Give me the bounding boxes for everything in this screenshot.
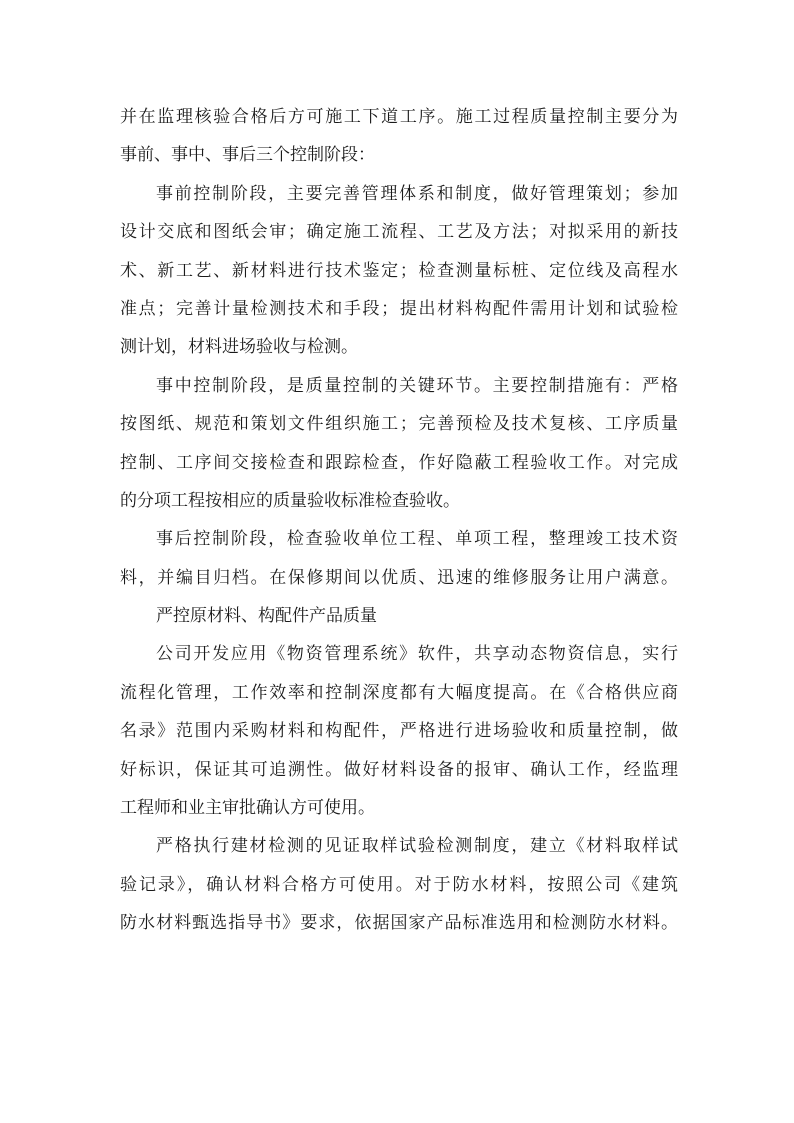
text-line: 料，并编目归档。在保修期间以优质、迅速的维修服务让用户满意。 [120,567,678,588]
text-line: 术、新工艺、新材料进行技术鉴定；检查测量标桩、定位线及高程水 [120,260,678,281]
text-line: 名录》范围内采购材料和构配件，严格进行进场验收和质量控制，做 [120,721,678,742]
text-line: 严格执行建材检测的见证取样试验检测制度，建立《材料取样试 [156,836,678,857]
text-line: 测计划，材料进场验收与检测。 [120,337,358,358]
text-line: 工程师和业主审批确认方可使用。 [120,798,375,819]
text-line: 准点；完善计量检测技术和手段；提出材料构配件需用计划和试验检 [120,298,678,319]
text-line: 严控原材料、构配件产品质量 [156,606,377,627]
text-line: 公司开发应用《物资管理系统》软件，共享动态物资信息，实行 [156,644,678,665]
text-line: 流程化管理，工作效率和控制深度都有大幅度提高。在《合格供应商 [120,682,678,703]
text-line: 好标识，保证其可追溯性。做好材料设备的报审、确认工作，经监理 [120,759,678,780]
text-line: 事前、事中、事后三个控制阶段： [120,145,375,166]
text-line: 防水材料甄选指导书》要求，依据国家产品标准选用和检测防水材料。 [120,913,678,934]
document-body [120,98,678,943]
text-line: 设计交底和图纸会审；确定施工流程、工艺及方法；对拟采用的新技 [120,222,678,243]
text-line: 事中控制阶段，是质量控制的关键环节。主要控制措施有：严格 [156,375,678,396]
text-line: 验记录》，确认材料合格方可使用。对于防水材料，按照公司《建筑 [120,874,678,895]
text-line: 并在监理核验合格后方可施工下道工序。施工过程质量控制主要分为 [120,107,678,127]
text-line: 控制、工序间交接检查和跟踪检查，作好隐蔽工程验收工作。对完成 [120,452,678,473]
text-line: 的分项工程按相应的质量验收标准检查验收。 [120,490,460,511]
text-line: 按图纸、规范和策划文件组织施工；完善预检及技术复核、工序质量 [120,414,678,435]
text-line: 事前控制阶段，主要完善管理体系和制度，做好管理策划；参加 [156,183,678,204]
text-line: 事后控制阶段，检查验收单位工程、单项工程，整理竣工技术资 [156,529,678,550]
